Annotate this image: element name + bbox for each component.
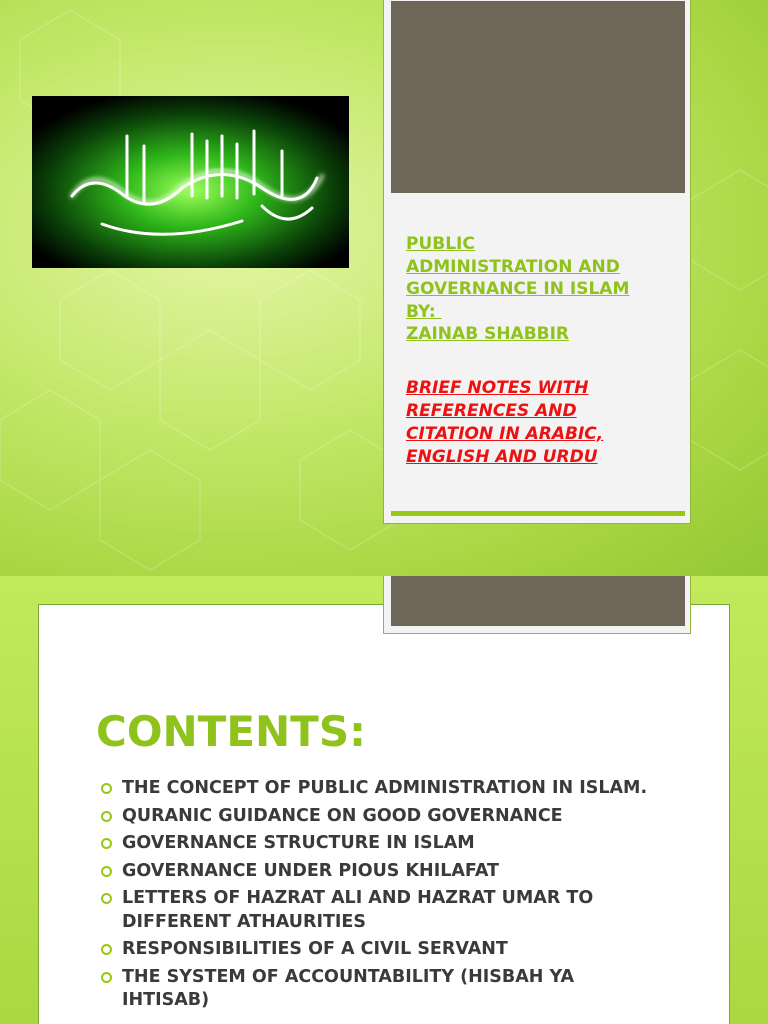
list-item-text: QURANIC GUIDANCE ON GOOD GOVERNANCE [122, 805, 563, 826]
photo-placeholder [391, 1, 685, 193]
title-card [383, 0, 691, 524]
list-item [101, 938, 661, 962]
accent-bar [391, 511, 685, 516]
circle-bullet-icon [101, 838, 112, 849]
list-item [101, 966, 661, 1013]
circle-bullet-icon [101, 944, 112, 955]
list-item [101, 805, 661, 829]
card-continuation [383, 576, 691, 634]
circle-bullet-icon [101, 811, 112, 822]
title-line: GOVERNANCE IN ISLAM [406, 279, 630, 299]
circle-bullet-icon [101, 783, 112, 794]
subtitle-line: REFERENCES AND [406, 400, 577, 421]
list-item-text: GOVERNANCE UNDER PIOUS KHILAFAT [122, 860, 499, 881]
list-item-text: LETTERS OF HAZRAT ALI AND HAZRAT UMAR TO DIFFERENT ATHAURITIES [122, 888, 594, 932]
list-item-text: GOVERNANCE STRUCTURE IN ISLAM [122, 833, 475, 853]
contents-slide [0, 576, 768, 1024]
list-item-text: RESPONSIBILITIES OF A CIVIL SERVANT [122, 939, 508, 959]
title-line: BY: [406, 301, 442, 322]
contents-panel [38, 604, 730, 1024]
title-line: ADMINISTRATION AND [406, 256, 620, 277]
circle-bullet-icon [101, 866, 112, 877]
contents-list [101, 777, 661, 1017]
subtitle-line: BRIEF NOTES WITH [406, 377, 589, 398]
title-line: PUBLIC [406, 234, 475, 254]
bismillah-calligraphy-icon [32, 96, 349, 268]
contents-heading: CONTENTS: [96, 707, 366, 756]
subtitle-line: ENGLISH AND URDU [406, 446, 598, 467]
list-item-text: THE CONCEPT OF PUBLIC ADMINISTRATION IN ISLAM. [122, 778, 648, 798]
list-item-text: THE SYSTEM OF ACCOUNTABILITY (HISBAH YA IHTISAB) [122, 966, 575, 1010]
list-item [101, 887, 661, 934]
circle-bullet-icon [101, 893, 112, 904]
subtitle-block [406, 377, 676, 469]
circle-bullet-icon [101, 972, 112, 983]
title-text-block [406, 233, 676, 469]
list-item [101, 860, 661, 884]
author-name: ZAINAB SHABBIR [406, 324, 570, 344]
photo-placeholder [391, 576, 685, 626]
bismillah-calligraphy-image [32, 96, 349, 268]
list-item [101, 777, 661, 801]
list-item [101, 832, 661, 856]
subtitle-line: CITATION IN ARABIC, [406, 423, 604, 444]
